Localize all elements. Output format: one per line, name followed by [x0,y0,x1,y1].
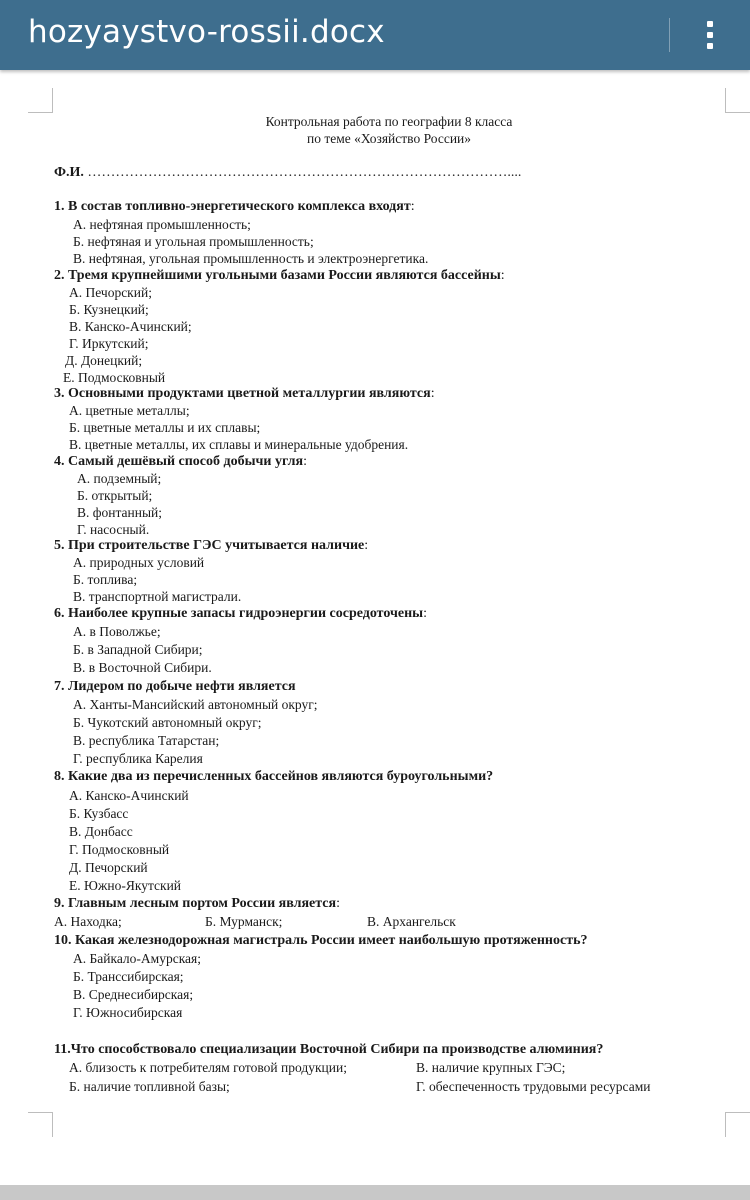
answer-option: Б. в Западной Сибири; [73,642,203,657]
answer-option: Б. нефтяная и угольная промышленность; [73,234,314,249]
page-corner-mark [725,1112,750,1137]
answer-option: Г. республика Карелия [73,751,203,766]
question-8: 8. Какие два из перечисленных бассейнов являются буроугольными? [54,769,494,784]
question-3: 3. Основными продуктами цветной металлургии являются: [54,386,435,401]
doc-title: Контрольная работа по географии 8 класса [265,114,513,129]
answer-option: А. нефтяная промышленность; [73,217,251,232]
answer-option: А. Канско-Ачинский [69,788,189,803]
page-corner-mark [28,1112,53,1137]
question-7: 7. Лидером по добыче нефти является [54,679,296,694]
page-corner-mark [28,88,53,113]
answer-option: Б. Кузнецкий; [69,302,149,317]
answer-option: А. близость к потребителям готовой продукции; [69,1060,347,1075]
answer-option: Б. цветные металлы и их сплавы; [69,420,261,435]
question-6: 6. Наиболее крупные запасы гидроэнергии сосредоточены: [54,606,428,621]
answer-option: Б. наличие топливной базы; [69,1079,230,1094]
question-2: 2. Тремя крупнейшими угольными базами России являются бассейны: [54,268,505,283]
question-9: 9. Главным лесным портом России является: [54,896,340,911]
answer-option: В. нефтяная, угольная промышленность и электроэнергетика. [73,251,429,266]
name-blank: ……………………………………………………………………………….... [87,165,522,180]
question-4: 4. Самый дешёвый способ добычи угля: [54,454,307,469]
answer-option: А. цветные металлы; [69,403,190,418]
page-corner-mark [725,88,750,113]
answer-option: Б. открытый; [77,488,153,503]
name-label: Ф.И. [54,165,84,180]
question-11: 11.Что способствовало специализации Восточной Сибири па производстве алюминия? [54,1042,604,1057]
doc-subtitle: по теме «Хозяйство России» [306,131,472,146]
question-1: 1. В состав топливно-энергетического комплекса входят: [54,199,415,214]
answer-option: А. природных условий [73,555,205,570]
answer-option: Е. Подмосковный [63,370,166,385]
answer-option: В. наличие крупных ГЭС; [416,1060,566,1075]
file-name: hozyaystvo-rossii.docx [28,14,385,50]
answer-option: Г. Подмосковный [69,842,170,857]
answer-option: В. Донбасс [69,824,133,839]
question-5: 5. При строительстве ГЭС учитывается наличие: [54,538,369,553]
answer-option: В. республика Татарстан; [73,733,220,748]
answer-option: Б. Кузбасс [69,806,129,821]
answer-option: В. транспортной магистрали. [73,589,242,604]
answer-option: В. в Восточной Сибири. [73,660,212,675]
answer-option: Г. обеспеченность трудовыми ресурсами [416,1079,651,1094]
app-bar [0,0,750,70]
answer-option: В. цветные металлы, их сплавы и минеральные удобрения. [69,437,409,452]
answer-option: В. Канско-Ачинский; [69,319,192,334]
answer-option: Д. Печорский [69,860,148,875]
answer-option: Б. топлива; [73,572,138,587]
question-10: 10. Какая железнодорожная магистраль России имеет наибольшую протяженность? [54,933,588,948]
answer-option: Е. Южно-Якутский [69,878,182,893]
answer-option: А. подземный; [77,471,162,486]
answer-option: Г. Иркутский; [69,336,149,351]
answer-option: В. Архангельск [367,914,456,929]
answer-option: Б. Чукотский автономный округ; [73,715,262,730]
answer-option: Б. Мурманск; [205,914,283,929]
answer-option: А. Байкало-Амурская; [73,951,202,966]
answer-option: Г. насосный. [77,522,150,537]
answer-option: Г. Южносибирская [73,1005,183,1020]
more-vertical-icon[interactable] [690,14,730,56]
answer-option: Б. Транссибирская; [73,969,184,984]
answer-option: А. в Поволжье; [73,624,161,639]
answer-option: А. Находка; [54,914,122,929]
app-bar-divider [669,18,670,52]
answer-option: Д. Донецкий; [65,353,143,368]
answer-option: В. фонтанный; [77,505,163,520]
bottom-bar [0,1185,750,1200]
answer-option: В. Среднесибирская; [73,987,194,1002]
answer-option: А. Ханты-Мансийский автономный округ; [73,697,318,712]
name-field [54,165,521,181]
answer-option: А. Печорский; [69,285,152,300]
